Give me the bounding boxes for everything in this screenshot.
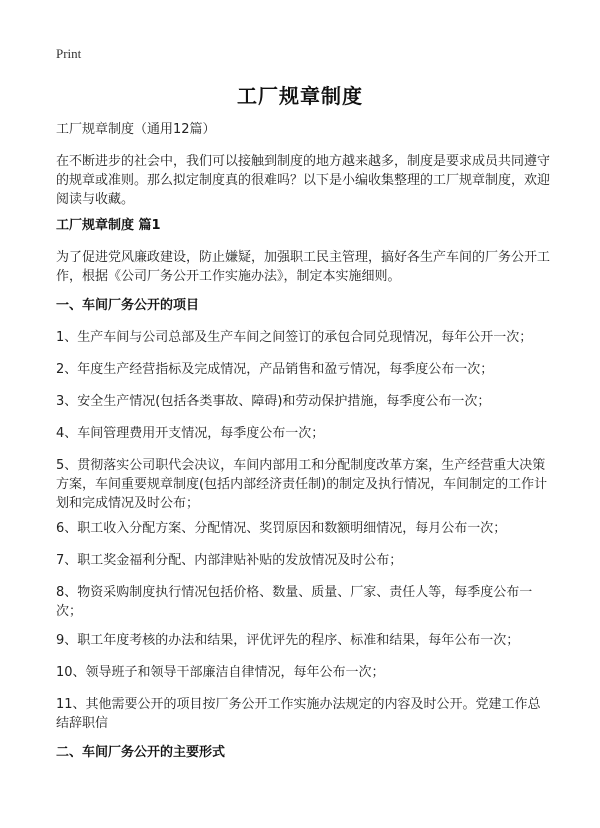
paragraph: 5、贯彻落实公司职代会决议，车间内部用工和分配制度改革方案，生产经营重大决策方案，车间重要规章制度(包括内部经济责任制)的制定及执行情况，车间制定的工作计划和完成情况及时公布； — [56, 458, 548, 511]
paragraph: 在不断进步的社会中，我们可以接触到制度的地方越来越多，制度是要求成员共同遵守的规章或准则。那么拟定制度真的很难吗？以下是小编收集整理的工厂规章制度，欢迎阅读与收藏。 — [56, 154, 551, 207]
paragraph: 8、物资采购制度执行情况包括价格、数量、质量、厂家、责任人等，每季度公布一次； — [56, 585, 533, 619]
paragraph: 3、安全生产情况(包括各类事故、障碍)和劳动保护措施，每季度公布一次； — [56, 394, 491, 409]
paragraph: 2、年度生产经营指标及完成情况，产品销售和盈亏情况，每季度公布一次； — [56, 362, 494, 377]
section-heading: 二、车间厂务公开的主要形式 — [56, 745, 226, 760]
paragraph: 4、车间管理费用开支情况，每季度公布一次； — [56, 426, 325, 441]
paragraph: 9、职工年度考核的办法和结果，评优评先的程序、标准和结果，每年公布一次； — [56, 633, 520, 648]
paragraph: 11、其他需要公开的项目按厂务公开工作实施办法规定的内容及时公开。党建工作总结辞职信 — [56, 697, 541, 731]
paragraph: 1、生产车间与公司总部及生产车间之间签订的承包合同兑现情况，每年公开一次； — [56, 330, 533, 345]
section-heading: 工厂规章制度 篇1 — [56, 218, 161, 233]
section-heading: 一、车间厂务公开的项目 — [56, 298, 200, 313]
paragraph: 为了促进党风廉政建设，防止嫌疑，加强职工民主管理，搞好各生产车间的厂务公开工作，根据《公司厂务公开工作实施办法》，制定本实施细则。 — [56, 250, 551, 284]
document-title: 工厂规章制度 — [237, 84, 363, 108]
paragraph: 7、职工奖金福利分配、内部津贴补贴的发放情况及时公布； — [56, 553, 403, 568]
paragraph: 10、领导班子和领导干部廉洁自律情况，每年公布一次； — [56, 665, 385, 680]
paragraph: 工厂规章制度（通用12篇） — [56, 122, 216, 137]
print-link[interactable]: Print — [56, 46, 82, 61]
paragraph: 6、职工收入分配方案、分配情况、奖罚原因和数额明细情况，每月公布一次； — [56, 521, 507, 536]
